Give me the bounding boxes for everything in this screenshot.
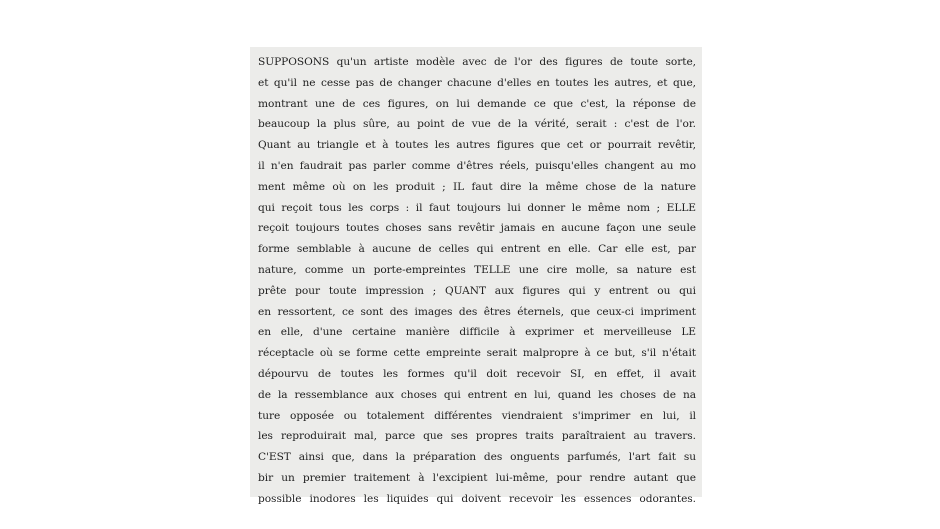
text-line: réceptacle où se forme cette empreinte serait malpropre à ce but, s'il n'était [258,347,696,360]
text-line: de la ressemblance aux choses qui entrent en lui, quand les choses de na [258,388,696,401]
text-line: reçoit toujours toutes choses sans revêtir jamais en aucune façon une seule [258,222,696,235]
text-line: prête pour toute impression ; QUANT aux figures qui y entrent ou qui [258,284,696,297]
text-line: les reproduirait mal, parce que ses propres traits paraîtraient au travers. [258,430,696,443]
text-line: il n'en faudrait pas parler comme d'êtres réels, puisqu'elles changent au mo [258,159,696,172]
text-body [258,52,696,510]
text-line: montrant une de ces figures, on lui demande ce que c'est, la réponse de [258,97,696,110]
text-line: ment même où on les produit ; IL faut dire la même chose de la nature [258,180,696,193]
text-line: en ressortent, ce sont des images des êtres éternels, que ceux-ci impriment [258,305,696,318]
text-line: nature, comme un porte-empreintes TELLE une cire molle, sa nature est [258,263,696,276]
text-line: SUPPOSONS qu'un artiste modèle avec de l'or des figures de toute sorte, [258,56,696,68]
text-line: ture opposée ou totalement différentes viendraient s'imprimer en lui, il [258,409,696,422]
text-line: bir un premier traitement à l'excipient lui-même, pour rendre autant que [258,471,696,484]
text-line: possible inodores les liquides qui doivent recevoir les essences odorantes. [258,492,696,505]
text-line: forme semblable à aucune de celles qui entrent en elle. Car elle est, par [258,243,696,256]
text-line: dépourvu de toutes les formes qu'il doit recevoir SI, en effet, il avait [258,367,696,380]
document-page [250,47,702,505]
text-line: C'EST ainsi que, dans la préparation des onguents parfumés, l'art fait su [258,451,696,464]
text-line: beaucoup la plus sûre, au point de vue de la vérité, serait : c'est de l'or. [258,118,696,131]
text-line: en elle, d'une certaine manière difficile à exprimer et merveilleuse LE [258,326,696,339]
text-line: Quant au triangle et à toutes les autres figures que cet or pourrait revêtir, [258,139,696,152]
text-line: qui reçoit tous les corps : il faut toujours lui donner le même nom ; ELLE [258,201,696,214]
text-line: et qu'il ne cesse pas de changer chacune d'elles en toutes les autres, et que, [258,76,696,89]
